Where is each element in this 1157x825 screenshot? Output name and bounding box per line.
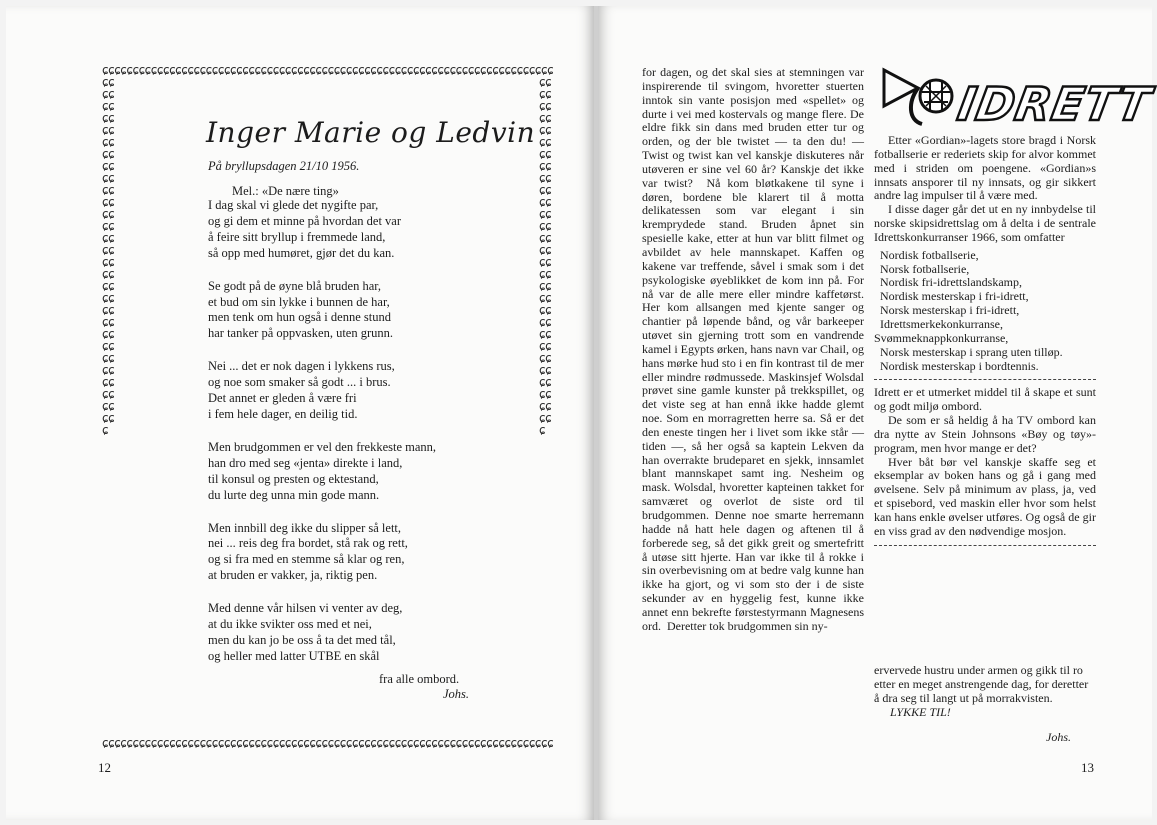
left-page (6, 6, 594, 820)
section-divider (874, 379, 1096, 380)
verse-line: Nei ... det er nok dagen i lykkens rus, (208, 359, 395, 374)
section-divider (874, 545, 1096, 546)
verse-line: Med denne vår hilsen vi venter av deg, (208, 601, 403, 616)
poem-subtitle: På bryllupsdagen 21/10 1956. (208, 159, 360, 173)
verse-line: et bud om sin lykke i bunnen de har, (208, 294, 390, 309)
article-text: for dagen, og det skal sies at stemningen var inspirerende til svingom, hvoretter stuerten inntok sin vante posisjon med «spellet» og durte i vei med kostervals og mange flere. De eldre fikk sin dans med bruden etter tur og orden, og der ble twistet — ta den du! — Twist og twist kan vel kanskje diskuteres når utøveren er sine vel 60 år? Kanskje det ikke var twist? Nå kom bløtkakene til syne i døren, bordene ble klarert til å motta delikatessen som var elegant i sin kremprydede stand. Bruden åpnet sin spesielle kake, etter at hun var blitt filmet og avbildet av hele mannskapet. Kaffen og kakene var treffende, såvel i smak som i det psykologiske øyeblikket de kom inn på. For nå var de alle mere eller mindre kaffetørst. Her kom allsangen med kjente sanger og chantier på løpende bånd, og vår barkeeper utøvet sin gjerning trott som en vandrende kamel i Egypts ørken, hans navn var Chail, og hans mørke hud sto i en fin kontrast til de mer eller mindre rødmussede. Maskinsjef Wolsdal prøvet sine gamle kunster på trekkspillet, og det viste seg at han ennå ikke hadde glemt noe. Som en morragretten herre sa. Så er det den eneste tingen her i livet som ikke står — tiden —, så her også sa kaptein Lekven da han overrakte brudeparet en sjekk, innsamlet blant mannskapet samt ing. Nesheim og mask. Wolsdal, hvoretter kapteinen takket for samværet og overlot de siste ord til brudgommen. Denne noe smarte herremann hadde nå hatt hele dagen og aftenen til å forberede seg, så det gikk greit og smertefritt å utøse sitt hjerte. Han var ikke til å rokke i sin overbevisning om at bedre valg kunne han ikke ha gjort, og vi som sto der i de siste sekunder av en hyggelig fest, kunne ikke annet enn bekrefte førstestyrmann Magnesens ord. Deretter tok brudgommen sin ny- (642, 65, 864, 633)
stanza (208, 521, 508, 585)
verse-line: så opp med humøret, gjør det du kan. (208, 245, 395, 260)
verse-line: du lurte deg unna min gode mann. (208, 487, 380, 502)
football-icon (884, 70, 952, 124)
list-item: Norsk mesterskap i fri-idrett, (880, 303, 1020, 318)
competition-list (874, 247, 1096, 374)
verse-line: og gi dem et minne på hvordan det var (208, 213, 401, 228)
verse-line: Men brudgommen er vel den frekkeste mann, (208, 439, 437, 454)
verse-line: til konsul og presten og ektestand, (208, 471, 379, 486)
list-item: Norsk mesterskap i sprang uten tilløp. (880, 344, 1063, 359)
stanza (208, 198, 508, 262)
verse-line: nei ... reis deg fra bordet, stå rak og rett, (208, 536, 408, 551)
stanza (208, 601, 508, 665)
stanza (208, 279, 508, 343)
poem-signature-from: fra alle ombord. (379, 672, 460, 686)
verse-line: I dag skal vi glede det nygifte par, (208, 198, 379, 212)
border-right: ɕɕɕɕɕɕɕɕɕɕɕɕɕɕɕɕɕɕɕɕɕɕɕɕɕɕɕɕɕɕɕɕɕɕɕɕɕɕɕɕɕɕɕɕɕɕɕɕɕɕɕɕɕɕɕɕɕɕɕ (539, 75, 552, 437)
article-column-left (642, 66, 864, 634)
idrett-logo (878, 62, 1156, 132)
border-bottom: ɕɕɕɕɕɕɕɕɕɕɕɕɕɕɕɕɕɕɕɕɕɕɕɕɕɕɕɕɕɕɕɕɕɕɕɕɕɕɕɕɕɕɕɕɕɕɕɕɕɕɕɕɕɕɕɕɕɕɕɕɕɕɕɕɕɕɕɕɕɕɕɕɕɕ (102, 736, 554, 750)
poem-body (208, 198, 508, 682)
verse-line: å feire sitt bryllup i fremmede land, (208, 229, 386, 244)
article-signature: Johs. (1046, 730, 1071, 744)
poem-title: Inger Marie og Ledvin (206, 116, 536, 149)
list-item: Nordisk fotballserie, (880, 247, 979, 262)
verse-line: og noe som smaker så godt ... i brus. (208, 375, 391, 390)
page-number-right: 13 (1081, 760, 1094, 775)
poem-signature-name: Johs. (443, 687, 470, 701)
verse-line: har tanker på oppvasken, uten grunn. (208, 326, 394, 341)
list-item: Nordisk mesterskap i fri-idrett, (880, 289, 1029, 304)
verse-line: i fem hele dager, en deilig tid. (208, 406, 358, 421)
verse-line: Se godt på de øyne blå bruden har, (208, 278, 382, 293)
verse-line: men du kan jo be oss å ta det med tål, (208, 632, 396, 647)
verse-line: men tenk om hun også i denne stund (208, 310, 391, 325)
closing-text (874, 664, 1096, 719)
article-paragraph: De som er så heldig å ha TV ombord kan dra nytte av Stein Johnsons «Bøy og tøy»-program, men hvor mange er det? (874, 413, 1096, 455)
closing-paragraph: ervervede hustru under armen og gikk til ro etter en meget anstrengende dag, for deretter å dra seg til langt ut på morrakvisten. (874, 663, 1089, 705)
article-paragraph: Hver båt bør vel kanskje skaffe seg et eksemplar av boken hans og gå i gang med øvelsene. Selv på minimum av plass, ja, ved et spisebord, ved maskin eller hvor som helst kan hans enkle øvelser utføres. Og også de gir en viss grad av den nødvendige mosjon. (874, 454, 1096, 538)
article-paragraph: I disse dager går det ut en ny innbydelse til norske skipsidrettslag om å delta i de sentrale Idrettskonkurranser 1966, som omfatter (874, 202, 1096, 244)
list-item: Idrettsmerkekonkurranse, (880, 316, 1003, 331)
verse-line: han dro med seg «jenta» direkte i land, (208, 455, 403, 470)
border-top: ɕɕɕɕɕɕɕɕɕɕɕɕɕɕɕɕɕɕɕɕɕɕɕɕɕɕɕɕɕɕɕɕɕɕɕɕɕɕɕɕɕɕɕɕɕɕɕɕɕɕɕɕɕɕɕɕɕɕɕɕɕɕɕɕɕɕɕɕɕɕɕɕɕɕ (102, 63, 554, 77)
article-column-right (874, 134, 1096, 552)
verse-line: at bruden er vakker, ja, riktig pen. (208, 568, 378, 583)
article-paragraph: Idrett er et utmerket middel til å skape et sunt og godt miljø ombord. (874, 385, 1096, 414)
list-item: Svømmeknappkonkurranse, (874, 330, 1009, 345)
magazine-spread (6, 6, 1156, 820)
list-item: Nordisk mesterskap i bordtennis. (880, 358, 1039, 373)
right-page (598, 6, 1156, 820)
verse-line: at du ikke svikter oss med et nei, (208, 617, 372, 632)
list-item: Nordisk fri-idrettslandskamp, (880, 275, 1022, 290)
verse-line: og heller med latter UTBE en skål (208, 648, 380, 663)
list-item: Norsk fotballserie, (880, 261, 970, 276)
stanza (208, 440, 508, 504)
logo-text: IDRETT (953, 77, 1156, 131)
verse-line: og si fra med en stemme så klar og ren, (208, 552, 405, 567)
border-left: ɕɕɕɕɕɕɕɕɕɕɕɕɕɕɕɕɕɕɕɕɕɕɕɕɕɕɕɕɕɕɕɕɕɕɕɕɕɕɕɕɕɕɕɕɕɕɕɕɕɕɕɕɕɕɕɕɕɕɕ (102, 75, 115, 437)
verse-line: Men innbill deg ikke du slipper så lett, (208, 520, 402, 535)
page-number-left: 12 (98, 760, 111, 775)
verse-line: Det annet er gleden å være fri (208, 391, 357, 406)
closing-wish: LYKKE TIL! (890, 704, 951, 719)
poem-melody: Mel.: «De nære ting» (232, 184, 339, 198)
stanza (208, 359, 508, 423)
article-paragraph: Etter «Gordian»-lagets store bragd i Norsk fotballserie er rederiets skip for alvor kommet med i striden om poengene. «Gordian»s innsats ansporer til ny innsats, og gir sikkert andre lag impulser til å være med. (874, 133, 1096, 203)
